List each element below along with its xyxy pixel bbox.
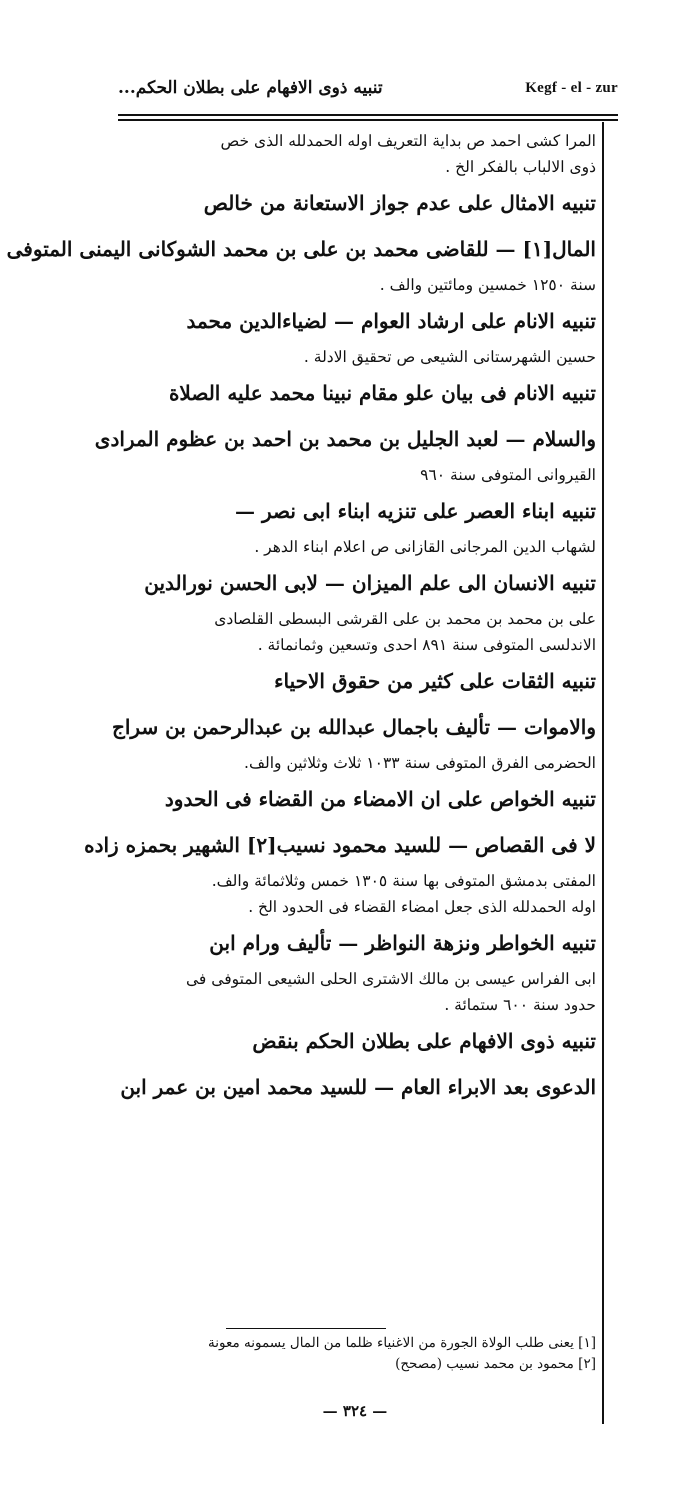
entry-title-line: تنبيه الخواص على ان الامضاء من القضاء فى الحدود bbox=[164, 787, 596, 811]
entry-detail-line: حسين الشهرستانى الشيعى ص تحقيق الادلة . bbox=[303, 348, 596, 366]
margin-rule bbox=[602, 122, 604, 1424]
entry-detail-line: اوله الحمدلله الذى جعل امضاء القضاء فى الحدود الخ . bbox=[248, 898, 596, 916]
entry-title-line: الدعوى بعد الابراء العام — للسيد محمد امين بن عمر ابن bbox=[120, 1075, 596, 1099]
running-header bbox=[118, 78, 618, 106]
entry-detail-line: القيروانى المتوفى سنة ٩٦٠ bbox=[420, 466, 596, 484]
entry-title-line: تنبيه الانام فى بيان علو مقام نبينا محمد عليه الصلاة bbox=[168, 381, 596, 405]
entry-detail-line: المرا كشى احمد ص بداية التعريف اوله الحمدلله الذى خص bbox=[220, 132, 596, 150]
entry-title-line: والاموات — تأليف باجمال عبدالله بن عبدالرحمن بن سراج bbox=[111, 715, 596, 739]
entry-title-line: تنبيه الخواطر ونزهة النواظر — تأليف ورام ابن bbox=[209, 931, 596, 955]
footnote-1: [١] يعنى طلب الولاة الجورة من الاغنياء ظلما من المال يسمونه معونة bbox=[208, 1335, 596, 1351]
entry-detail-line: المفتى بدمشق المتوفى بها سنة ١٣٠٥ خمس وثلاثمائة والف. bbox=[211, 872, 596, 890]
entry-title-line: تنبيه الانام على ارشاد العوام — لضياءالدين محمد bbox=[186, 309, 596, 333]
entry-detail-line: سنة ١٢٥٠ خمسين ومائتين والف . bbox=[379, 276, 596, 294]
entry-detail-line: الاندلسى المتوفى سنة ٨٩١ احدى وتسعين وثمانمائة . bbox=[257, 636, 596, 654]
page-number: — ٣٢٤ — bbox=[322, 1402, 388, 1420]
header-source: Kegf - el - zur bbox=[525, 80, 618, 96]
entry-detail-line: الحضرمى الفرق المتوفى سنة ١٠٣٣ ثلاث وثلاثين والف. bbox=[244, 754, 596, 772]
entry-title-line: تنبيه ابناء العصر على تنزيه ابناء ابى نصر — bbox=[235, 499, 596, 523]
header-rule-bottom bbox=[118, 119, 618, 121]
header-rule-top bbox=[118, 114, 618, 116]
entry-title-line: تنبيه الانسان الى علم الميزان — لابى الحسن نورالدين bbox=[144, 571, 596, 595]
entry-detail-line: ابى الفراس عيسى بن مالك الاشترى الحلى الشيعى المتوفى فى bbox=[186, 970, 596, 988]
footnote-2: [٢] محمود بن محمد نسيب (مصحح) bbox=[395, 1356, 596, 1372]
header-title: تنبيه ذوى الافهام على بطلان الحكم... bbox=[118, 78, 383, 98]
entry-detail-line: لشهاب الدين المرجانى القازانى ص اعلام ابناء الدهر . bbox=[254, 538, 596, 556]
entry-title-line: تنبيه الثقات على كثير من حقوق الاحياء bbox=[274, 669, 596, 693]
entry-detail-line: على بن محمد بن محمد بن على القرشى البسطى القلصادى bbox=[214, 610, 596, 628]
footnotes bbox=[118, 1328, 596, 1375]
entry-text bbox=[6, 128, 596, 1110]
footnote-rule bbox=[226, 1328, 386, 1329]
entry-title-line: تنبيه الامثال على عدم جواز الاستعانة من خالص bbox=[203, 191, 596, 215]
entry-detail-line: حدود سنة ٦٠٠ ستمائة . bbox=[444, 996, 596, 1014]
entry-title-line: والسلام — لعبد الجليل بن محمد بن احمد بن عظوم المرادى bbox=[94, 427, 596, 451]
entry-detail-line: ذوى الالباب بالفكر الخ . bbox=[445, 158, 596, 176]
entry-title-line: المال[١] — للقاضى محمد بن على بن محمد الشوكانى اليمنى المتوفى bbox=[6, 237, 596, 261]
entry-title-line: لا فى القصاص — للسيد محمود نسيب[٢] الشهير بحمزه زاده bbox=[84, 833, 596, 857]
entry-title-line: تنبيه ذوى الافهام على بطلان الحكم بنقض bbox=[252, 1029, 596, 1053]
